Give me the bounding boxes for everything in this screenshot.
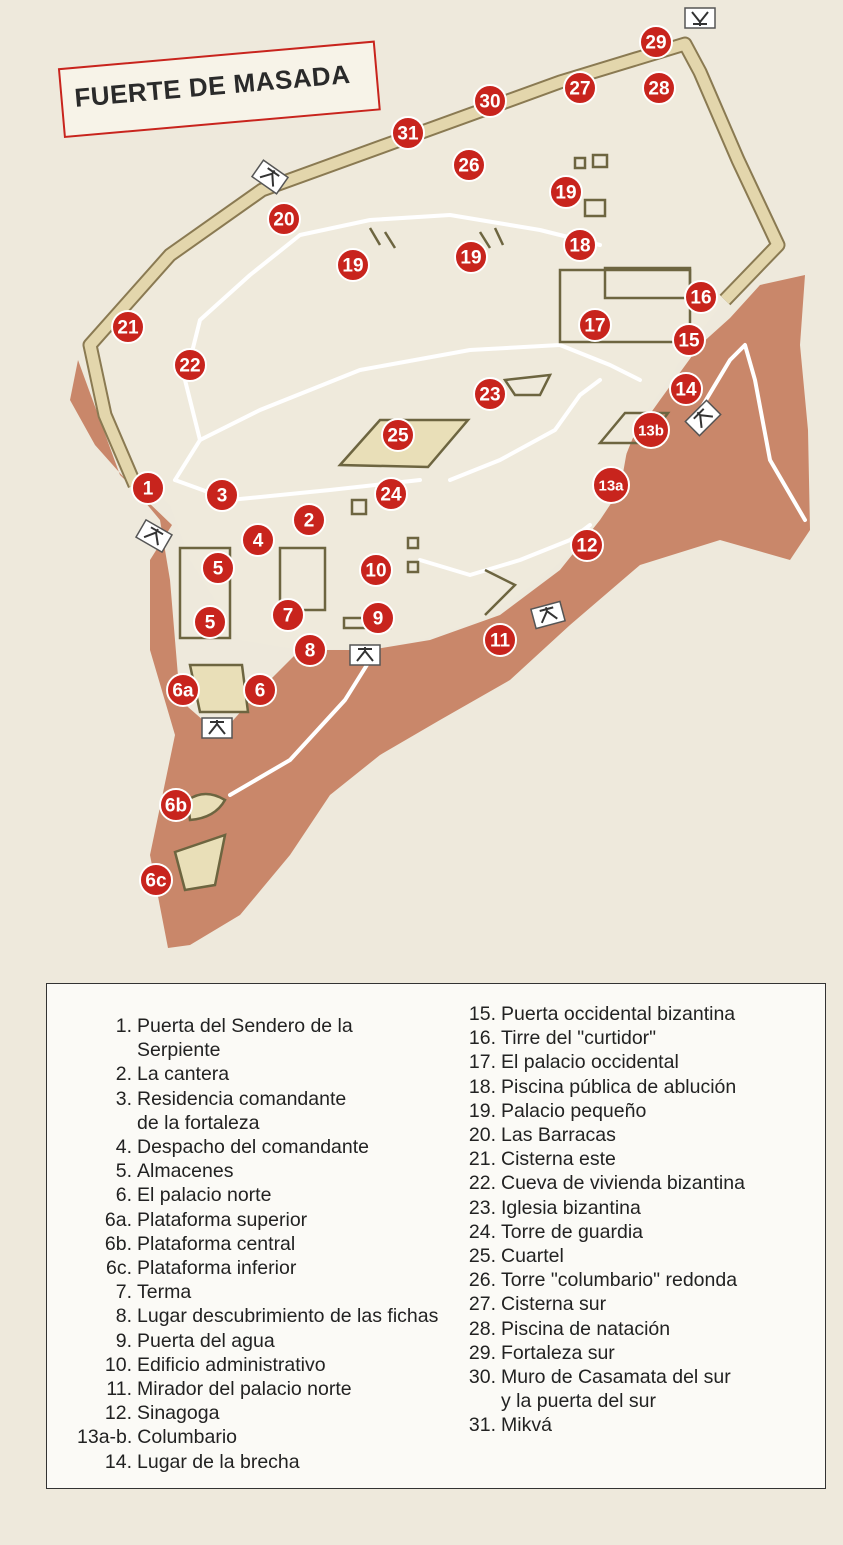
legend-item bbox=[77, 1208, 438, 1232]
site-marker-label: 3 bbox=[216, 485, 228, 507]
legend-item-text: Columbario bbox=[137, 1426, 238, 1449]
legend-item-number: 13a-b. bbox=[77, 1426, 133, 1449]
legend-item-number: 21. bbox=[468, 1148, 496, 1171]
legend-item bbox=[449, 1002, 745, 1026]
site-marker-label: 28 bbox=[648, 78, 670, 100]
legend-item-text: El palacio occidental bbox=[501, 1051, 679, 1074]
legend-item-text: Lugar de la brecha bbox=[137, 1450, 300, 1473]
legend-item bbox=[449, 1147, 745, 1171]
legend-item-number: 2. bbox=[115, 1063, 132, 1086]
legend-item-number: 4. bbox=[115, 1136, 132, 1159]
site-marker-label: 13a bbox=[598, 477, 624, 495]
legend-item bbox=[77, 1183, 438, 1207]
site-marker bbox=[293, 504, 325, 536]
legend-item bbox=[77, 1401, 438, 1425]
legend-item-text: Mirador del palacio norte bbox=[137, 1378, 352, 1401]
legend-item-number: 15. bbox=[468, 1003, 496, 1025]
legend-item-number: 1. bbox=[115, 1015, 132, 1037]
map-title: FUERTE DE MASADA bbox=[73, 58, 352, 113]
site-marker-label: 10 bbox=[365, 560, 387, 582]
legend-item bbox=[449, 1123, 745, 1147]
legend-item bbox=[449, 1050, 745, 1074]
site-marker-label: 31 bbox=[397, 123, 419, 145]
site-marker-label: 6c bbox=[145, 870, 167, 892]
site-marker bbox=[202, 552, 234, 584]
legend-item-number: 27. bbox=[468, 1293, 496, 1316]
legend-item-text: La cantera bbox=[137, 1063, 230, 1086]
site-marker bbox=[132, 472, 164, 504]
legend-item-text: Cueva de vivienda bizantina bbox=[501, 1172, 745, 1195]
legend-item-number: 7. bbox=[115, 1281, 132, 1304]
legend-item-number: 28. bbox=[468, 1317, 496, 1340]
legend-item-text: Terma bbox=[137, 1281, 192, 1304]
legend-item bbox=[449, 1413, 745, 1437]
site-marker bbox=[242, 524, 274, 556]
site-marker bbox=[167, 674, 199, 706]
site-marker bbox=[174, 349, 206, 381]
site-marker bbox=[244, 674, 276, 706]
legend-item bbox=[77, 1014, 438, 1062]
legend-item-number: 11. bbox=[106, 1378, 132, 1401]
legend-item-text: Torre "columbario" redonda bbox=[501, 1269, 738, 1292]
legend-item-text: Lugar descubrimiento de las fichas bbox=[137, 1305, 439, 1328]
legend-item-text: Las Barracas bbox=[501, 1124, 616, 1147]
legend-item bbox=[77, 1377, 438, 1401]
legend-item-text: Cisterna sur bbox=[501, 1293, 607, 1316]
site-marker-label: 30 bbox=[479, 91, 501, 113]
legend-item bbox=[77, 1087, 438, 1135]
legend-item bbox=[77, 1425, 438, 1449]
tent-icon bbox=[202, 718, 232, 738]
legend-item-text: Residencia comandante de la fortaleza bbox=[137, 1087, 347, 1134]
legend-item bbox=[77, 1135, 438, 1159]
legend-item-text: Sinagoga bbox=[137, 1402, 220, 1425]
site-marker-label: 9 bbox=[372, 608, 384, 630]
site-marker-label: 29 bbox=[645, 32, 667, 54]
site-marker-label: 25 bbox=[387, 425, 409, 447]
site-marker bbox=[550, 176, 582, 208]
site-marker-label: 26 bbox=[458, 155, 480, 177]
legend-item-number: 6c. bbox=[105, 1257, 132, 1280]
site-marker bbox=[579, 309, 611, 341]
legend-column-right bbox=[449, 1002, 745, 1438]
site-marker bbox=[375, 478, 407, 510]
legend-item bbox=[449, 1171, 745, 1195]
legend-item bbox=[449, 1317, 745, 1341]
site-marker-label: 6 bbox=[254, 680, 266, 702]
site-marker bbox=[685, 281, 717, 313]
site-marker bbox=[640, 26, 672, 58]
legend-item-number: 30. bbox=[468, 1366, 496, 1389]
legend-item-text: Piscina de natación bbox=[501, 1317, 671, 1340]
site-marker-label: 17 bbox=[584, 315, 606, 337]
site-marker bbox=[564, 72, 596, 104]
legend-item-text: Despacho del comandante bbox=[137, 1136, 369, 1159]
site-marker bbox=[294, 634, 326, 666]
site-marker bbox=[484, 624, 516, 656]
legend-item-text: Mikvá bbox=[501, 1414, 552, 1437]
site-marker-label: 2 bbox=[303, 510, 315, 532]
site-marker bbox=[670, 373, 702, 405]
legend-item-number: 14. bbox=[104, 1450, 132, 1473]
legend-item bbox=[77, 1329, 438, 1353]
legend-item bbox=[77, 1353, 438, 1377]
legend-item bbox=[449, 1026, 745, 1050]
legend-item bbox=[449, 1220, 745, 1244]
site-marker-label: 13b bbox=[638, 422, 664, 440]
legend-item-number: 18. bbox=[468, 1075, 496, 1098]
legend-item-text: Torre de guardia bbox=[501, 1220, 644, 1243]
legend-item bbox=[449, 1244, 745, 1268]
legend-item-text: Fortaleza sur bbox=[501, 1341, 615, 1364]
site-marker bbox=[360, 554, 392, 586]
legend-item bbox=[449, 1099, 745, 1123]
legend-item-number: 6b. bbox=[104, 1232, 132, 1255]
site-marker bbox=[564, 229, 596, 261]
legend-item-number: 12. bbox=[104, 1402, 132, 1425]
legend-item-text: Tirre del "curtidor" bbox=[501, 1027, 657, 1050]
site-marker-label: 20 bbox=[273, 209, 295, 231]
site-marker bbox=[593, 467, 629, 503]
site-marker bbox=[112, 311, 144, 343]
tent-icon bbox=[685, 8, 715, 28]
site-marker bbox=[382, 419, 414, 451]
site-marker-label: 22 bbox=[179, 355, 201, 377]
legend-item-number: 26. bbox=[468, 1269, 496, 1292]
legend-item-text: Edificio administrativo bbox=[137, 1353, 326, 1376]
site-marker-label: 19 bbox=[342, 255, 364, 277]
site-marker bbox=[268, 203, 300, 235]
legend-item-text: Puerta del Sendero de la Serpiente bbox=[137, 1015, 353, 1062]
legend-item-number: 24. bbox=[468, 1220, 496, 1243]
site-marker-label: 15 bbox=[678, 330, 700, 352]
legend-item-number: 10. bbox=[104, 1353, 132, 1376]
legend-item-text: Muro de Casamata del sur y la puerta del sur bbox=[501, 1366, 731, 1413]
site-marker bbox=[474, 85, 506, 117]
legend-item-text: Plataforma superior bbox=[137, 1208, 308, 1231]
legend-column-left bbox=[77, 1014, 438, 1474]
legend-item-text: Plataforma inferior bbox=[137, 1257, 297, 1280]
site-marker-label: 24 bbox=[380, 484, 402, 506]
legend-item bbox=[77, 1062, 438, 1086]
site-marker-label: 8 bbox=[304, 640, 316, 662]
legend-item-text: Piscina pública de ablución bbox=[501, 1075, 737, 1098]
site-marker bbox=[455, 241, 487, 273]
legend-item-text: Almacenes bbox=[137, 1160, 234, 1183]
site-marker bbox=[206, 479, 238, 511]
site-marker bbox=[272, 599, 304, 631]
site-marker-label: 5 bbox=[204, 612, 216, 634]
legend-item bbox=[77, 1232, 438, 1256]
legend-item-text: Puerta del agua bbox=[137, 1329, 275, 1352]
legend-item-text: Iglesia bizantina bbox=[501, 1196, 641, 1219]
site-marker bbox=[160, 789, 192, 821]
legend-item bbox=[449, 1268, 745, 1292]
legend-item-text: Palacio pequeño bbox=[501, 1099, 647, 1122]
legend-item-number: 5. bbox=[115, 1160, 132, 1183]
site-marker bbox=[337, 249, 369, 281]
site-marker bbox=[392, 117, 424, 149]
legend-item-text: El palacio norte bbox=[137, 1184, 272, 1207]
legend-item-number: 22. bbox=[468, 1172, 496, 1195]
site-marker bbox=[194, 606, 226, 638]
site-marker-label: 7 bbox=[282, 605, 294, 627]
site-marker-label: 23 bbox=[479, 384, 501, 406]
site-marker-label: 6a bbox=[172, 680, 194, 702]
site-marker bbox=[362, 602, 394, 634]
legend-item-number: 25. bbox=[468, 1245, 496, 1268]
legend-item-text: Puerta occidental bizantina bbox=[501, 1003, 736, 1025]
legend-item-number: 9. bbox=[115, 1329, 132, 1352]
legend-item-number: 8. bbox=[115, 1305, 132, 1328]
site-marker-label: 19 bbox=[555, 182, 577, 204]
site-marker bbox=[643, 72, 675, 104]
legend-item-number: 23. bbox=[468, 1196, 496, 1219]
legend-item bbox=[77, 1450, 438, 1474]
site-marker-label: 6b bbox=[164, 795, 188, 817]
legend-box bbox=[46, 983, 826, 1489]
legend-item-number: 16. bbox=[468, 1027, 496, 1050]
site-marker-label: 11 bbox=[489, 630, 511, 652]
site-marker bbox=[474, 378, 506, 410]
site-marker-label: 12 bbox=[576, 535, 598, 557]
site-marker-label: 4 bbox=[252, 530, 264, 552]
site-marker-label: 1 bbox=[142, 478, 154, 500]
legend-item bbox=[449, 1075, 745, 1099]
legend-item-text: Plataforma central bbox=[137, 1232, 296, 1255]
site-marker-label: 14 bbox=[675, 379, 697, 401]
legend-item-number: 3. bbox=[115, 1087, 132, 1110]
legend-item-number: 6a. bbox=[104, 1208, 132, 1231]
legend-item-number: 19. bbox=[468, 1099, 496, 1122]
legend-item-text: Cisterna este bbox=[501, 1148, 616, 1171]
legend-item bbox=[449, 1292, 745, 1316]
legend-item bbox=[449, 1196, 745, 1220]
site-marker bbox=[140, 864, 172, 896]
site-marker bbox=[633, 412, 669, 448]
site-marker-label: 18 bbox=[569, 235, 591, 257]
site-marker-label: 21 bbox=[117, 317, 139, 339]
legend-item-number: 6. bbox=[115, 1184, 132, 1207]
site-marker bbox=[673, 324, 705, 356]
legend-item-number: 17. bbox=[468, 1051, 496, 1074]
site-marker bbox=[453, 149, 485, 181]
legend-item-text: Cuartel bbox=[501, 1245, 564, 1268]
legend-item bbox=[77, 1256, 438, 1280]
legend-item bbox=[77, 1280, 438, 1304]
site-marker bbox=[571, 529, 603, 561]
legend-item-number: 29. bbox=[468, 1341, 496, 1364]
legend-item bbox=[77, 1304, 438, 1328]
legend-item bbox=[449, 1365, 745, 1413]
legend-item-number: 31. bbox=[468, 1414, 496, 1437]
legend-item bbox=[449, 1341, 745, 1365]
site-marker-label: 5 bbox=[212, 558, 224, 580]
site-marker-label: 27 bbox=[569, 78, 591, 100]
legend-item bbox=[77, 1159, 438, 1183]
tent-icon bbox=[350, 645, 380, 665]
site-marker-label: 16 bbox=[690, 287, 712, 309]
legend-item-number: 20. bbox=[468, 1124, 496, 1147]
site-marker-label: 19 bbox=[460, 247, 482, 269]
